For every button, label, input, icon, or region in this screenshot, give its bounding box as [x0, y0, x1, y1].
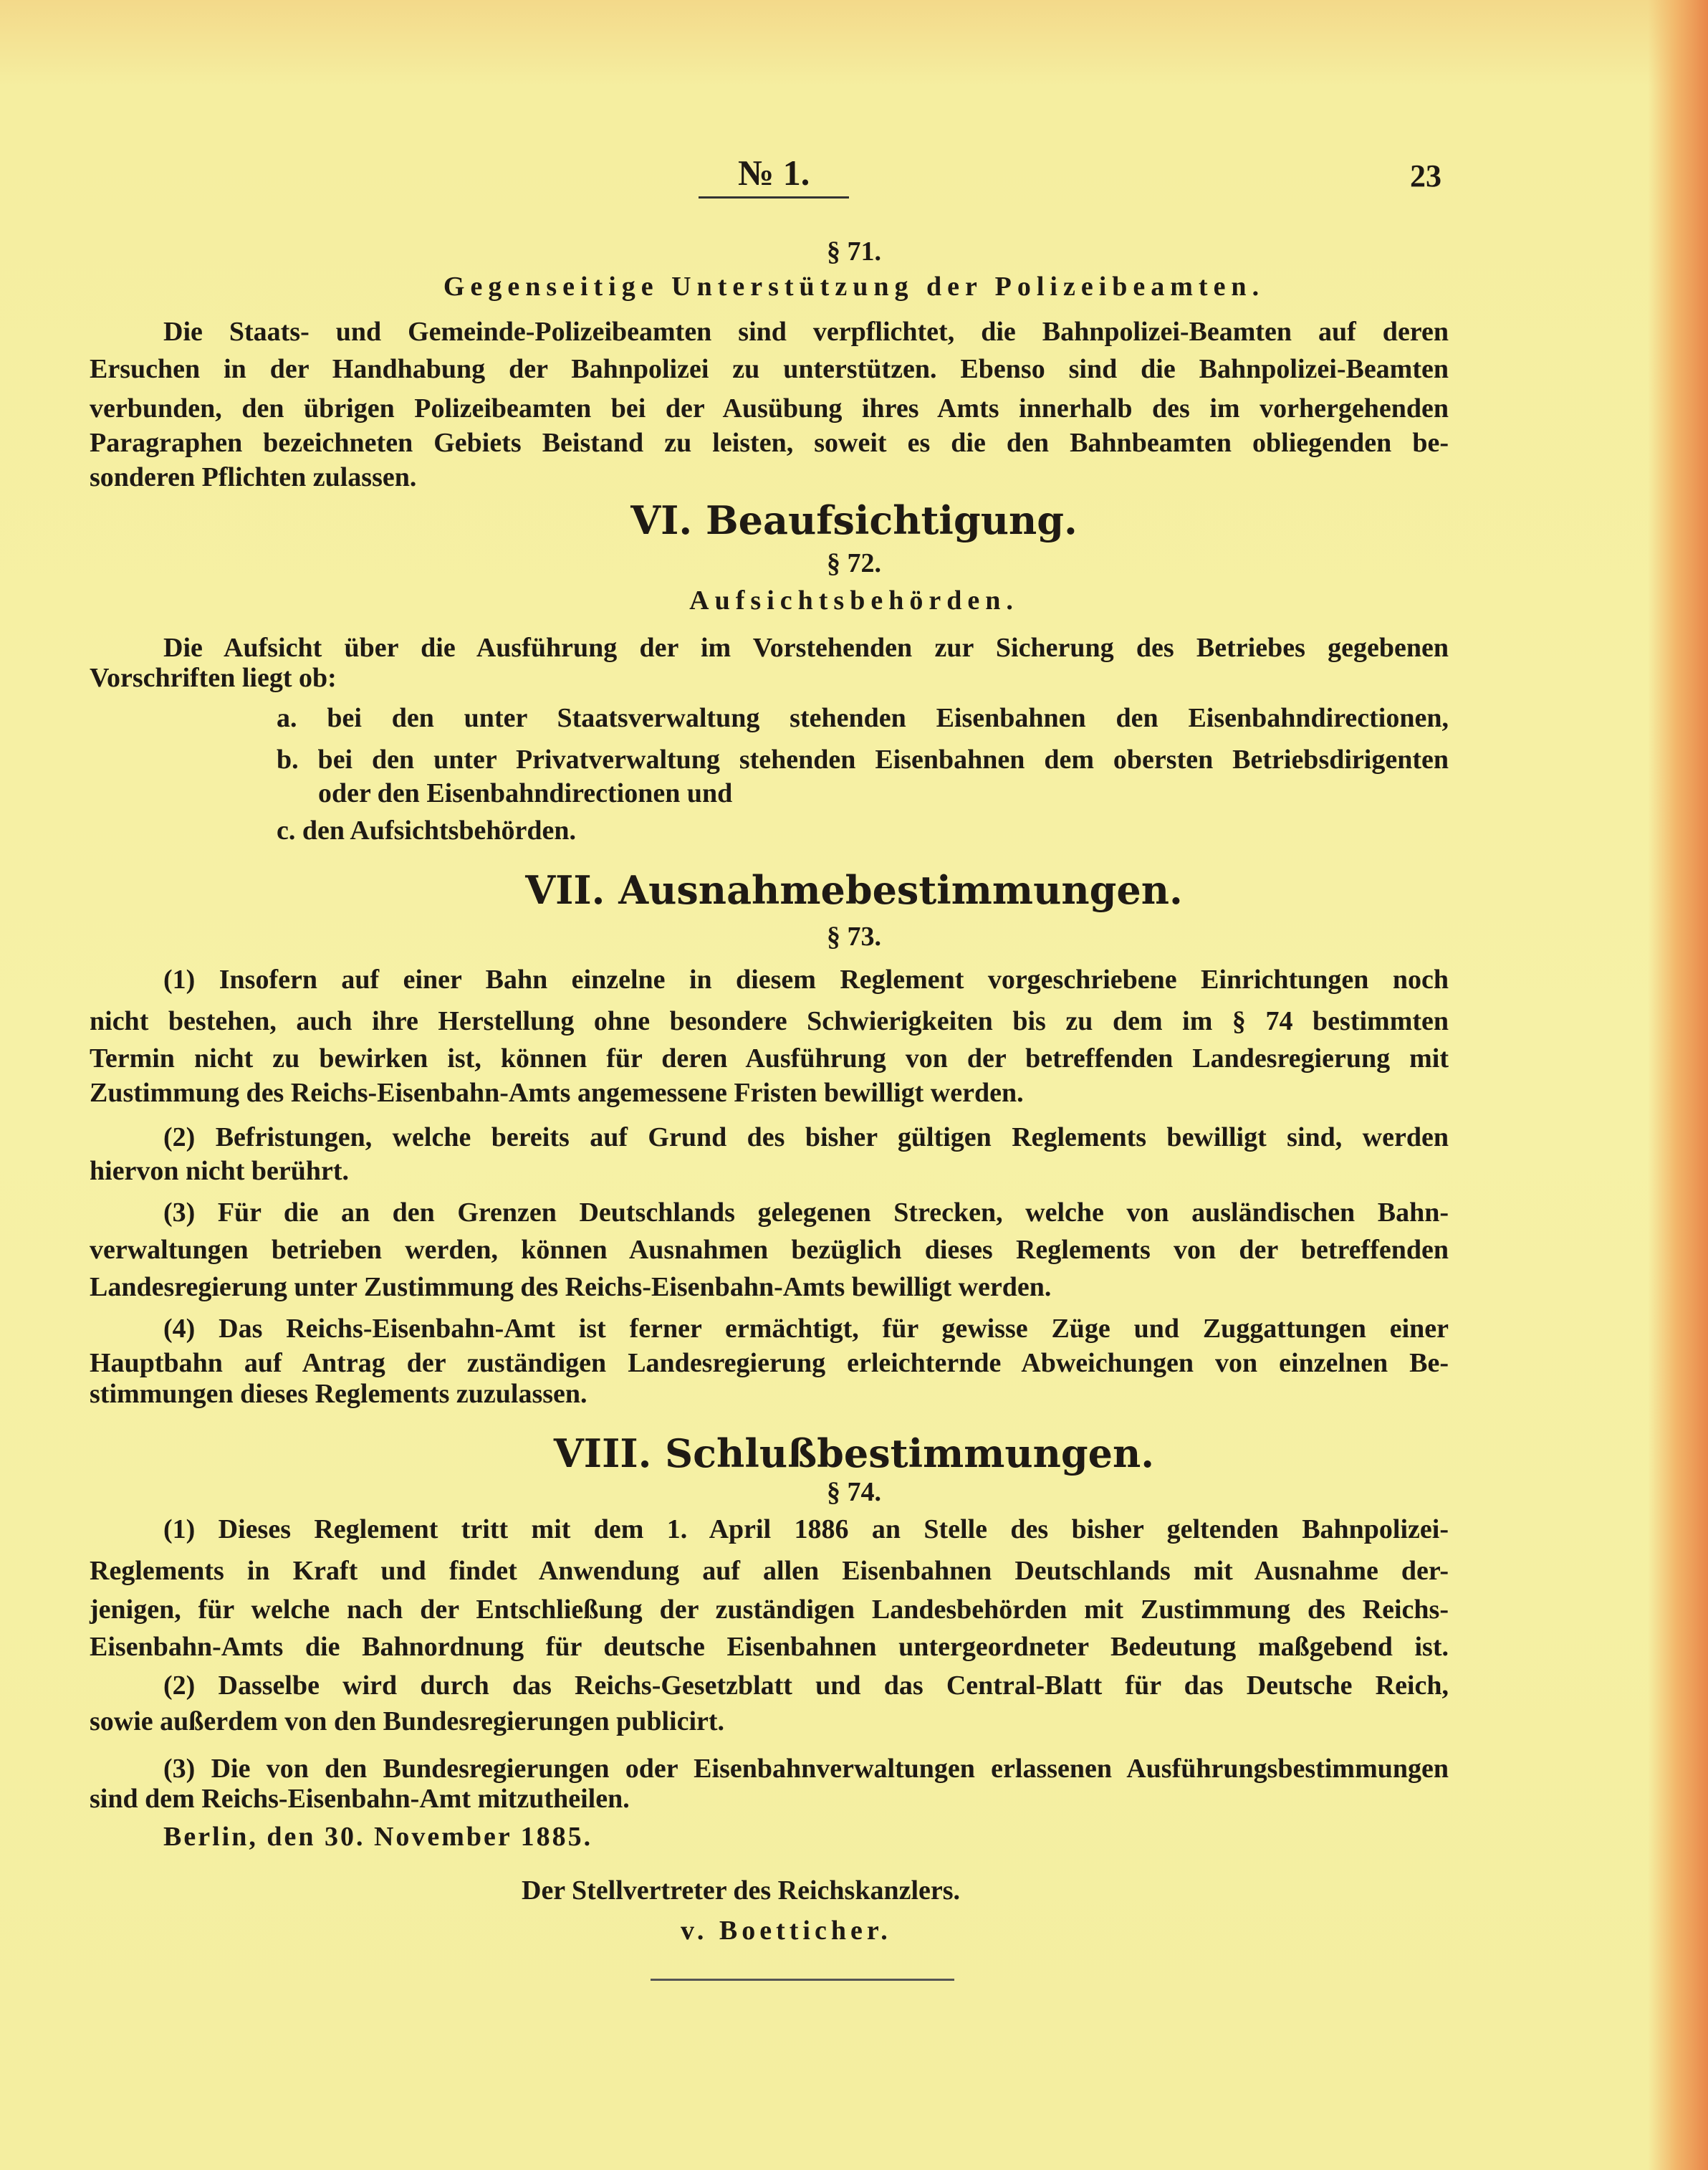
chapter-heading-vii: VII. Ausnahmebestimmungen. [525, 867, 1183, 913]
section-72-number: § 72. [827, 548, 881, 578]
section-74-number: § 74. [827, 1477, 881, 1507]
text-line: hiervon nicht berührt. [90, 1156, 350, 1186]
place-date: Berlin, den 30. November 1885. [163, 1822, 593, 1852]
text-line: (2) Befristungen, welche bereits auf Grund des bisher gültigen Reglements bewilligt sind, werden [163, 1122, 1449, 1152]
text-line: verbunden, den übrigen Polizeibeamten bei der Ausübung ihres Amts innerhalb des im vorhergehenden [90, 393, 1449, 424]
text-line: Paragraphen bezeichneten Gebiets Beistand zu leisten, soweit es die den Bahnbeamten obliegenden be- [90, 428, 1449, 458]
text-line: (3) Die von den Bundesregierungen oder Eisenbahnverwaltungen erlassenen Ausführungsbestimmungen [163, 1754, 1449, 1784]
text-line: Eisenbahn-Amts die Bahnordnung für deutsche Eisenbahnen untergeordneter Bedeutung maßgebend ist. [90, 1632, 1449, 1662]
chapter-heading-vi: VI. Beaufsichtigung. [630, 497, 1078, 543]
text-line: sowie außerdem von den Bundesregierungen publicirt. [90, 1706, 725, 1736]
text-line: Reglements in Kraft und findet Anwendung auf allen Eisenbahnen Deutschlands mit Ausnahme der- [90, 1556, 1449, 1586]
list-item: oder den Eisenbahndirectionen und [318, 778, 733, 808]
text-line: Vorschriften liegt ob: [90, 663, 337, 693]
signatory-office: Der Stellvertreter des Reichskanzlers. [522, 1875, 961, 1906]
chapter-heading-viii: VIII. Schlußbestimmungen. [553, 1430, 1155, 1476]
text-line: (1) Insofern auf einer Bahn einzelne in diesem Reglement vorgeschriebene Einrichtungen noch [163, 965, 1449, 995]
text-line: (4) Das Reichs-Eisenbahn-Amt ist ferner ermächtigt, für gewisse Züge und Zuggattungen einer [163, 1314, 1449, 1344]
text-line: verwaltungen betrieben werden, können Ausnahmen bezüglich dieses Reglements von der betreffenden [90, 1235, 1449, 1265]
text-line: nicht bestehen, auch ihre Herstellung ohne besondere Schwierigkeiten bis zu dem im § 74 bestimmten [90, 1006, 1449, 1036]
text-line: stimmungen dieses Reglements zuzulassen. [90, 1379, 587, 1409]
text-line: (1) Dieses Reglement tritt mit dem 1. April 1886 an Stelle des bisher geltenden Bahnpolizei- [163, 1514, 1449, 1544]
text-line: Die Aufsicht über die Ausführung der im Vorstehenden zur Sicherung des Betriebes gegebenen [163, 633, 1449, 663]
list-item: a. bei den unter Staatsverwaltung stehenden Eisenbahnen den Eisenbahndirectionen, [277, 703, 1449, 733]
section-71-number: § 71. [827, 236, 881, 267]
text-line: sonderen Pflichten zulassen. [90, 462, 417, 492]
text-line: Hauptbahn auf Antrag der zuständigen Landesregierung erleichternde Abweichungen von einzelnen Be- [90, 1348, 1449, 1378]
text-line: (3) Für die an den Grenzen Deutschlands gelegenen Strecken, welche von ausländischen Bahn- [163, 1198, 1449, 1228]
section-73-number: § 73. [827, 922, 881, 952]
closing-rule [651, 1979, 954, 1981]
page-number: 23 [1410, 158, 1441, 193]
text-line: Termin nicht zu bewirken ist, können für deren Ausführung von der betreffenden Landesregierung mit [90, 1043, 1449, 1074]
text-line: Die Staats- und Gemeinde-Polizeibeamten sind verpflichtet, die Bahnpolizei-Beamten auf deren [163, 317, 1449, 347]
signatory-name: v. Boetticher. [681, 1916, 892, 1946]
list-item: b. bei den unter Privatverwaltung stehenden Eisenbahnen dem obersten Betriebsdirigenten [277, 745, 1449, 775]
section-71-title: Gegenseitige Unterstützung der Polizeibeamten. [443, 272, 1265, 302]
text-line: jenigen, für welche nach der Entschließung der zuständigen Landesbehörden mit Zustimmung des Reichs- [90, 1595, 1449, 1625]
text-line: Ersuchen in der Handhabung der Bahnpolizei zu unterstützen. Ebenso sind die Bahnpolizei-Beamten [90, 354, 1449, 384]
header-rule [699, 196, 849, 199]
section-72-title: Aufsichtsbehörden. [689, 585, 1019, 616]
list-item: c. den Aufsichtsbehörden. [277, 816, 577, 846]
text-line: sind dem Reichs-Eisenbahn-Amt mitzutheilen. [90, 1784, 630, 1814]
issue-number: № 1. [738, 153, 810, 193]
text-line: (2) Dasselbe wird durch das Reichs-Gesetzblatt und das Central-Blatt für das Deutsche Reich, [163, 1670, 1449, 1701]
text-line: Landesregierung unter Zustimmung des Reichs-Eisenbahn-Amts bewilligt werden. [90, 1272, 1052, 1302]
text-line: Zustimmung des Reichs-Eisenbahn-Amts angemessene Fristen bewilligt werden. [90, 1078, 1024, 1108]
